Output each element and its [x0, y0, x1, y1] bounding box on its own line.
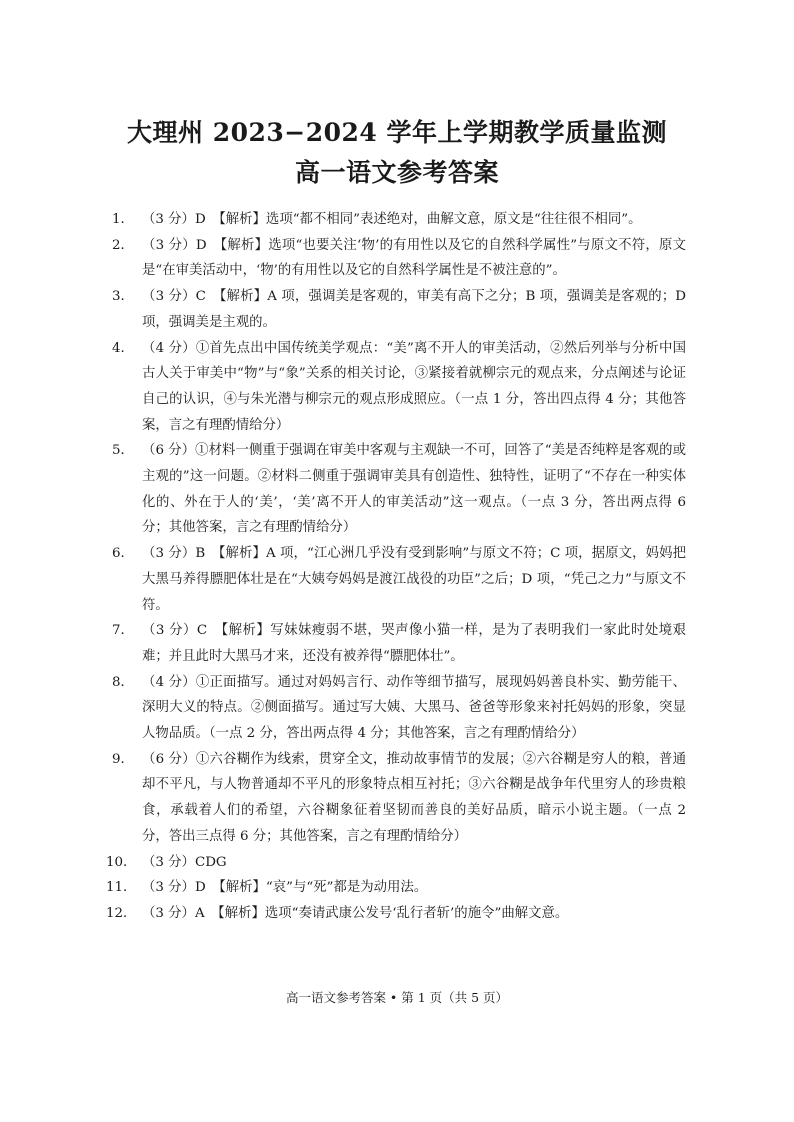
item-text: （3 分）D 【解析】选项“也要关注‘物’的有用性以及它的自然科学属性”与原文不符，原文是“在审美活动中，‘物’的有用性以及它的自然科学属性是不被注意的”。: [142, 237, 686, 279]
answer-list: [106, 207, 686, 927]
item-text: （4 分）①首先点出中国传统美学观点：“美”离不开人的审美活动，②然后列举与分析中国古人关于审美中“物”与“象”关系的相关讨论，③紧接着就柳宗元的观点来，分点阐述与论证自己的认识，④与朱光潜与柳宗元的观点形成照应。（一点 1 分，答出四点得 4 分；其他答案，言之有理酌情给分）: [142, 340, 686, 433]
answer-item-11: [106, 875, 686, 901]
item-text: （3 分）C 【解析】写妹妹瘦弱不堪，哭声像小猫一样，是为了表明我们一家此时处境艰难；并且此时大黑马才来，还没有被养得“膘肥体壮”。: [142, 623, 686, 664]
item-text: （4 分）①正面描写。通过对妈妈言行、动作等细节描写，展现妈妈善良朴实、勤劳能干、深明大义的特点。②侧面描写。通过写大姨、大黑马、爸爸等形象来衬托妈妈的形象，突显人物品质。（一点 2 分，答出两点得 4 分；其他答案，言之有理酌情给分）: [142, 674, 686, 742]
item-number: 1．: [112, 212, 134, 227]
item-text: （3 分）CDG: [142, 854, 227, 870]
answer-item-4: [112, 336, 686, 439]
item-text: （3 分）D 【解析】选项“都不相同”表述绝对，曲解文意，原文是“往往很不相同”。: [142, 212, 642, 227]
item-text: （6 分）①六谷糊作为线索，贯穿全文，推动故事情节的发展；②六谷糊是穷人的粮，普通却不平凡，与人物普通却不平凡的形象特点相互衬托；③六谷糊是战争年代里穷人的珍贵粮食，承载着人们的希望，六谷糊象征着坚韧而善良的美好品质，暗示小说主题。（一点 2 分，答出三点得 6 分；其他答案，言之有理酌情给分）: [142, 751, 686, 844]
answer-item-9: [112, 747, 686, 850]
item-number: 8．: [112, 674, 134, 690]
item-number: 11．: [106, 880, 137, 896]
answer-item-12: [106, 901, 686, 927]
answer-item-2: [112, 233, 686, 284]
answer-item-8: [112, 670, 686, 747]
item-text: （3 分）A 【解析】选项“奏请武康公发号‘乱行者斩’的施令”曲解文意。: [142, 905, 569, 921]
item-number: 6．: [112, 546, 134, 562]
item-text: （3 分）D 【解析】“哀”与“死”都是为动用法。: [142, 880, 428, 896]
item-number: 9．: [112, 751, 134, 767]
item-text: （6 分）①材料一侧重于强调在审美中客观与主观缺一不可，回答了“美是否纯粹是客观的或主观的”这一问题。②材料二侧重于强调审美具有创造性、独特性，证明了“不存在一种实体化的、外在于人的‘美’，‘美’离不开人的审美活动”这一观点。（一点 3 分，答出两点得 6 分；其他答案，言之有理酌情给分）: [142, 443, 686, 536]
item-number: 2．: [112, 237, 134, 253]
answer-item-5: [112, 438, 686, 541]
page-title: 大理州 2023−2024 学年上学期教学质量监测: [126, 118, 668, 147]
item-text: （3 分）B 【解析】A 项，“江心洲几乎没有受到影响”与原文不符；C 项，据原文，妈妈把大黑马养得膘肥体壮是在“大姨夸妈妈是渡江战役的功臣”之后；D 项，“凭己之力”与原文不符。: [142, 546, 686, 613]
answer-item-1: [112, 207, 686, 233]
item-number: 3．: [112, 289, 134, 305]
page-footer: 高一语文参考答案 • 第 1 页（共 5 页）: [285, 990, 509, 1005]
page-subtitle: 高一语文参考答案: [294, 158, 499, 187]
answer-item-10: [106, 850, 686, 876]
item-number: 10．: [106, 854, 137, 870]
answer-item-3: [112, 284, 686, 335]
item-number: 12．: [106, 905, 137, 921]
answer-item-7: [112, 618, 686, 669]
item-text: （3 分）C 【解析】A 项，强调美是客观的，审美有高下之分；B 项，强调美是客观的；D 项，强调美是主观的。: [142, 289, 686, 330]
answer-item-6: [112, 541, 686, 618]
item-number: 7．: [112, 623, 134, 639]
item-number: 5．: [112, 443, 134, 459]
item-number: 4．: [112, 340, 134, 356]
